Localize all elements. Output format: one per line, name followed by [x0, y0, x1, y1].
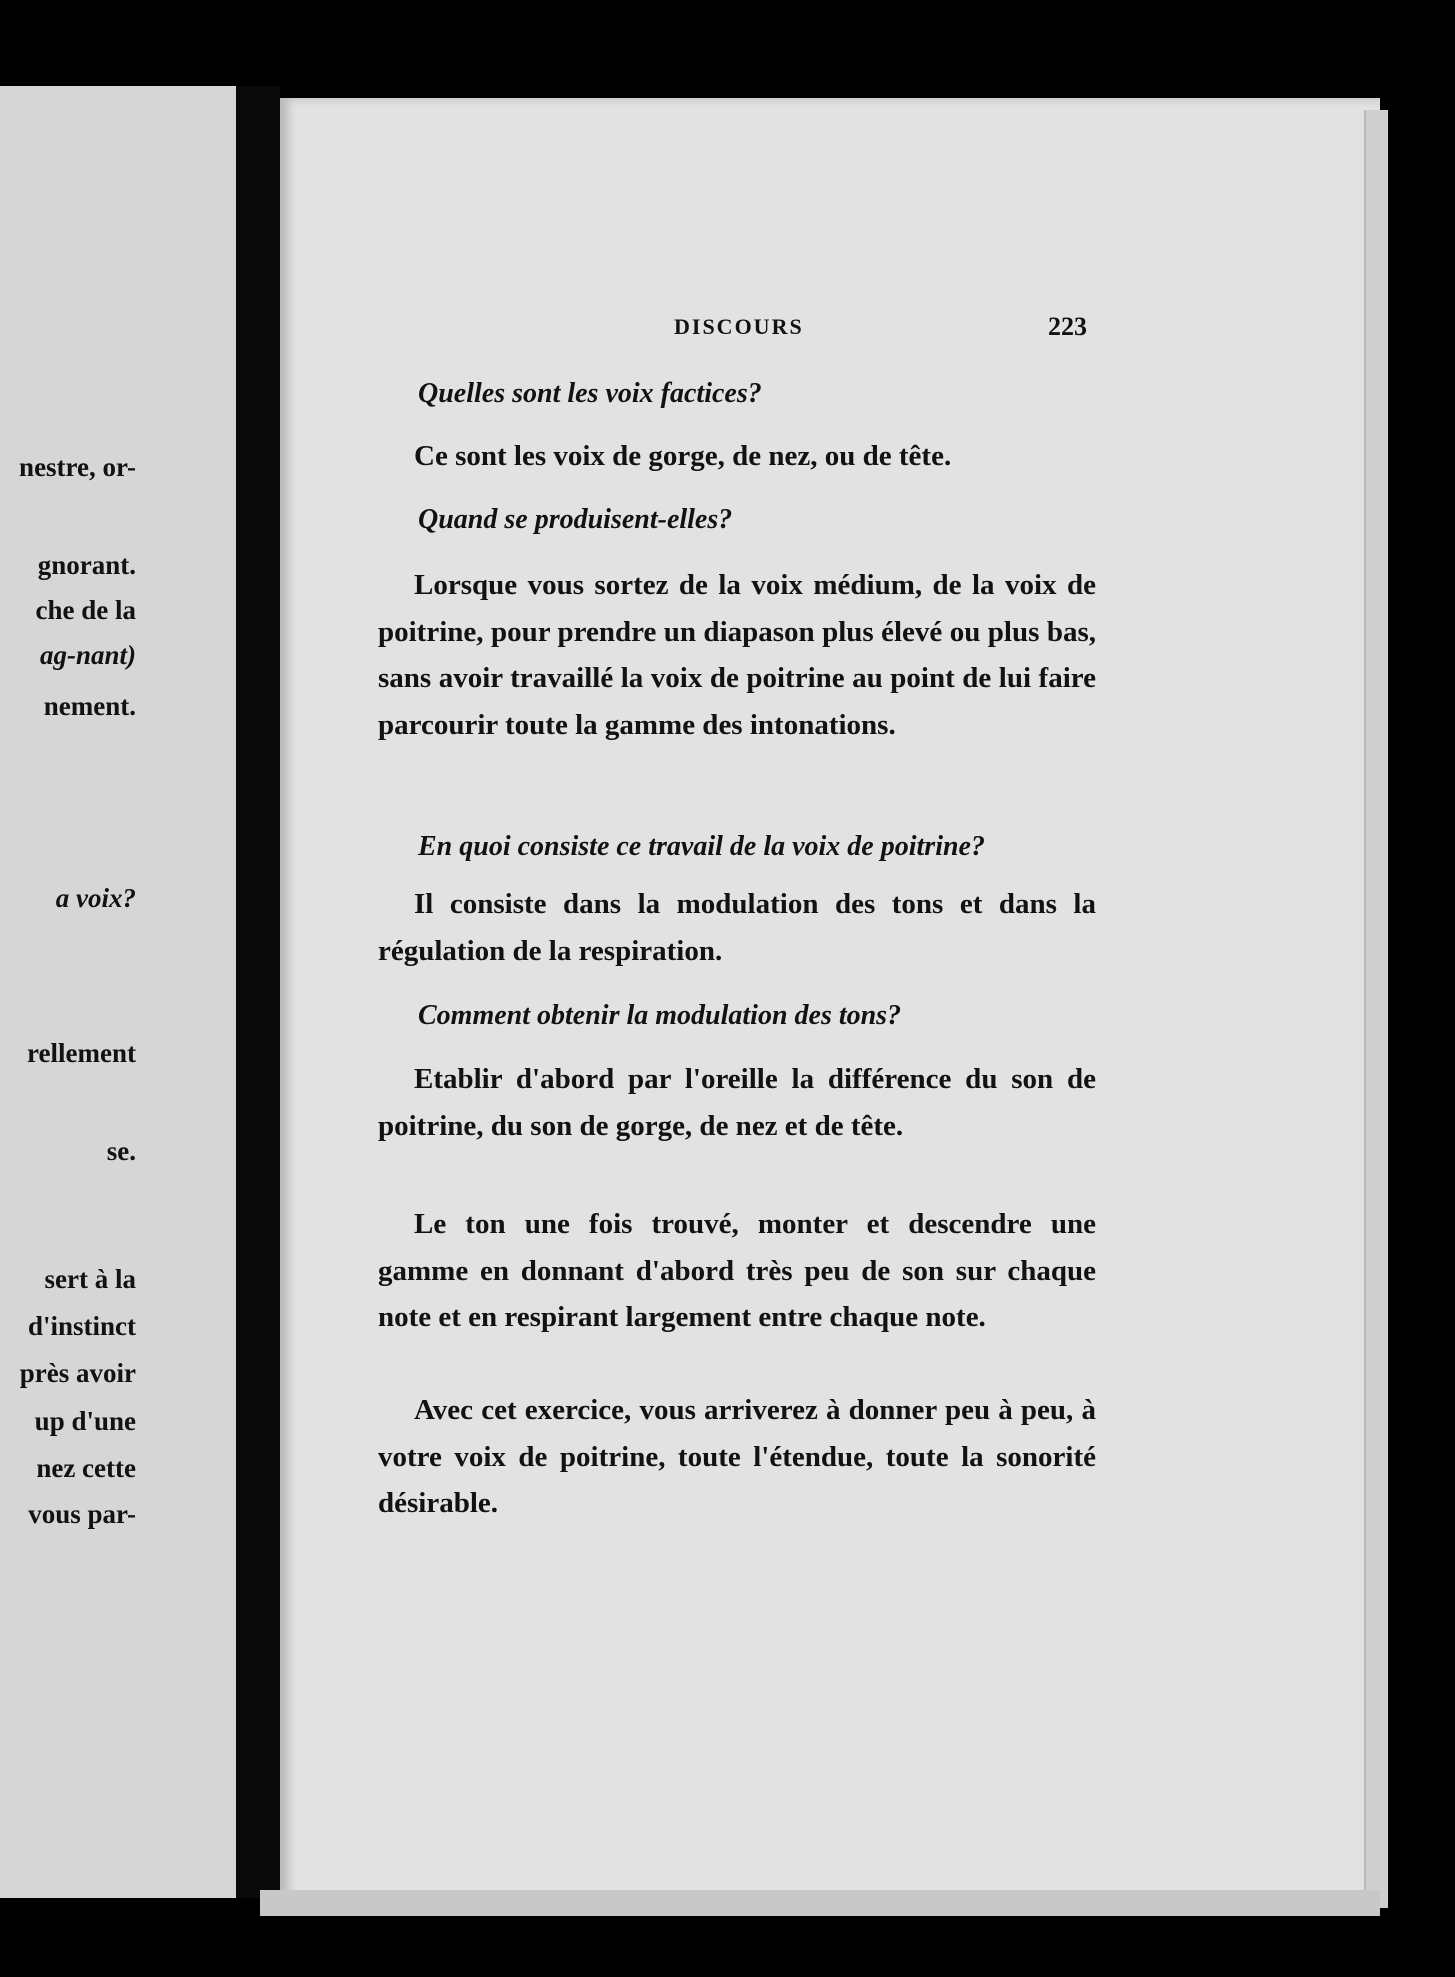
page-bottom-edge [260, 1890, 1380, 1916]
page-number: 223 [1048, 312, 1087, 341]
left-line-6: a voix? [55, 883, 136, 913]
book-gutter [236, 86, 280, 1898]
answer-4: Etablir d'abord par l'oreille la différence du son de poitrine, du son de gorge, de nez et de tête. [378, 1063, 1096, 1142]
left-line-7: rellement [27, 1038, 136, 1068]
left-line-13: nez cette [36, 1453, 136, 1483]
left-line-12: up d'une [34, 1406, 136, 1436]
running-head: DISCOURS [674, 314, 804, 339]
question-4: Comment obtenir la modulation des tons? [418, 1000, 902, 1031]
left-line-9: sert à la [44, 1264, 136, 1294]
left-line-4: ag-nant) [39, 640, 136, 670]
left-line-14: vous par- [28, 1499, 136, 1529]
answer-5: Le ton une fois trouvé, monter et descendre une gamme en donnant d'abord très peu de son sur chaque note et en respirant largement entre chaque note. [378, 1208, 1096, 1333]
left-line-2: gnorant. [37, 550, 136, 580]
page-edge [1364, 110, 1388, 1908]
left-line-10: d'instinct [27, 1311, 136, 1341]
left-line-1: nestre, or- [19, 452, 136, 482]
left-page [0, 86, 236, 1898]
answer-3: Il consiste dans la modulation des tons et dans la régulation de la respiration. [378, 888, 1096, 967]
question-3: En quoi consiste ce travail de la voix de poitrine? [418, 831, 985, 862]
answer-6: Avec cet exercice, vous arriverez à donner peu à peu, à votre voix de poitrine, toute l'étendue, toute la sonorité désirable. [378, 1394, 1096, 1519]
left-line-11: près avoir [19, 1358, 136, 1388]
left-line-8: se. [106, 1136, 136, 1166]
answer-1: Ce sont les voix de gorge, de nez, ou de tête. [414, 440, 952, 472]
left-line-5: nement. [43, 691, 136, 721]
answer-2: Lorsque vous sortez de la voix médium, de la voix de poitrine, pour prendre un diapason plus élevé ou plus bas, sans avoir travaillé la voix de poitrine au point de lui faire parcourir toute la gamme des intonations. [378, 569, 1096, 741]
left-line-3: che de la [35, 595, 136, 625]
question-1: Quelles sont les voix factices? [418, 378, 762, 409]
question-2: Quand se produisent-elles? [418, 504, 733, 535]
